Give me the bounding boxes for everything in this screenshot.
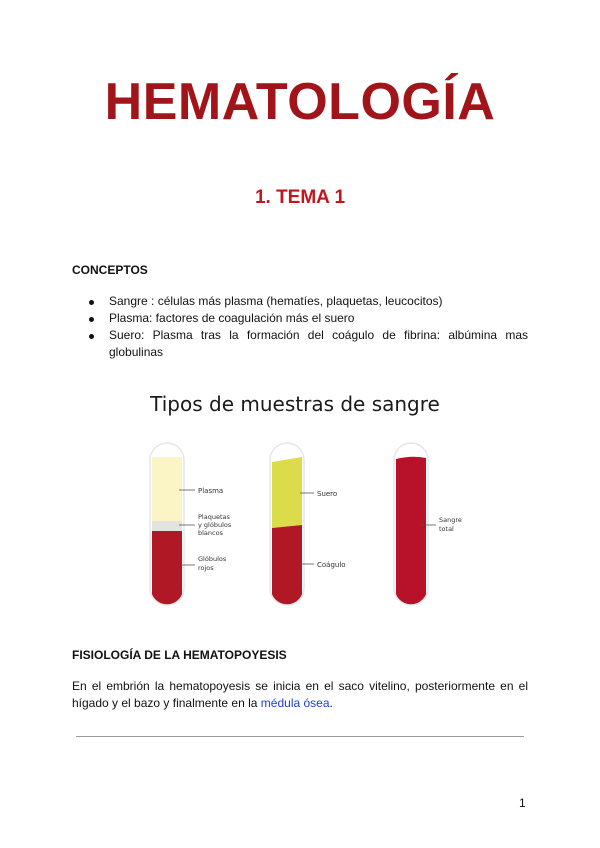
blood-samples-figure [120,385,500,615]
label-plasma: Plasma [198,487,224,495]
figure-title: Tipos de muestras de sangre [150,392,440,416]
list-item [72,327,528,361]
tube-whole-separated [150,443,184,611]
list-item-text: Sangre : células más plasma (hematíes, plaquetas, leucocitos) [109,294,443,308]
page-number: 1 [519,796,526,810]
buffy-coat-layer [152,521,182,531]
paragraph-text: En el embrión la hematopoyesis se inicia en el saco vitelino, posteriormente en el hígado y el bazo y finalmente en la [72,679,528,710]
red-cells-layer [152,531,182,611]
label-sangre-total: Sangre total [439,516,462,533]
label-coagulo: Coágulo [317,561,346,569]
tube-whole-blood [394,443,428,611]
blood-samples-illustration [120,385,500,615]
conceptos-list [72,293,528,361]
conceptos-heading: CONCEPTOS [72,263,148,277]
list-item [72,293,528,310]
clot-layer [272,525,302,611]
fisiologia-heading: FISIOLOGÍA DE LA HEMATOPOYESIS [72,648,287,662]
plasma-layer [152,457,182,521]
tube-serum [270,443,304,611]
bullet-icon [89,300,94,305]
paragraph-end: . [329,696,333,710]
bullet-icon [89,317,94,322]
list-item [72,310,528,327]
section-title: 1. TEMA 1 [254,187,346,208]
footer-divider [76,736,524,737]
whole-blood-layer [396,457,426,611]
fisiologia-paragraph [72,678,528,712]
label-plaquetas: Plaquetas y glóbulos blancos [198,513,232,537]
label-globulos-rojos: Glóbulos rojos [198,555,227,572]
serum-layer [272,457,302,528]
document-title: HEMATOLOGÍA [104,73,496,131]
list-item-text: Plasma: factores de coagulación más el suero [109,311,355,325]
bullet-icon [89,334,94,339]
medula-osea-link[interactable]: médula ósea [260,696,330,710]
label-suero: Suero [317,490,338,498]
list-item-text: Suero: Plasma tras la formación del coágulo de fibrina: albúmina mas globulinas [109,328,528,359]
